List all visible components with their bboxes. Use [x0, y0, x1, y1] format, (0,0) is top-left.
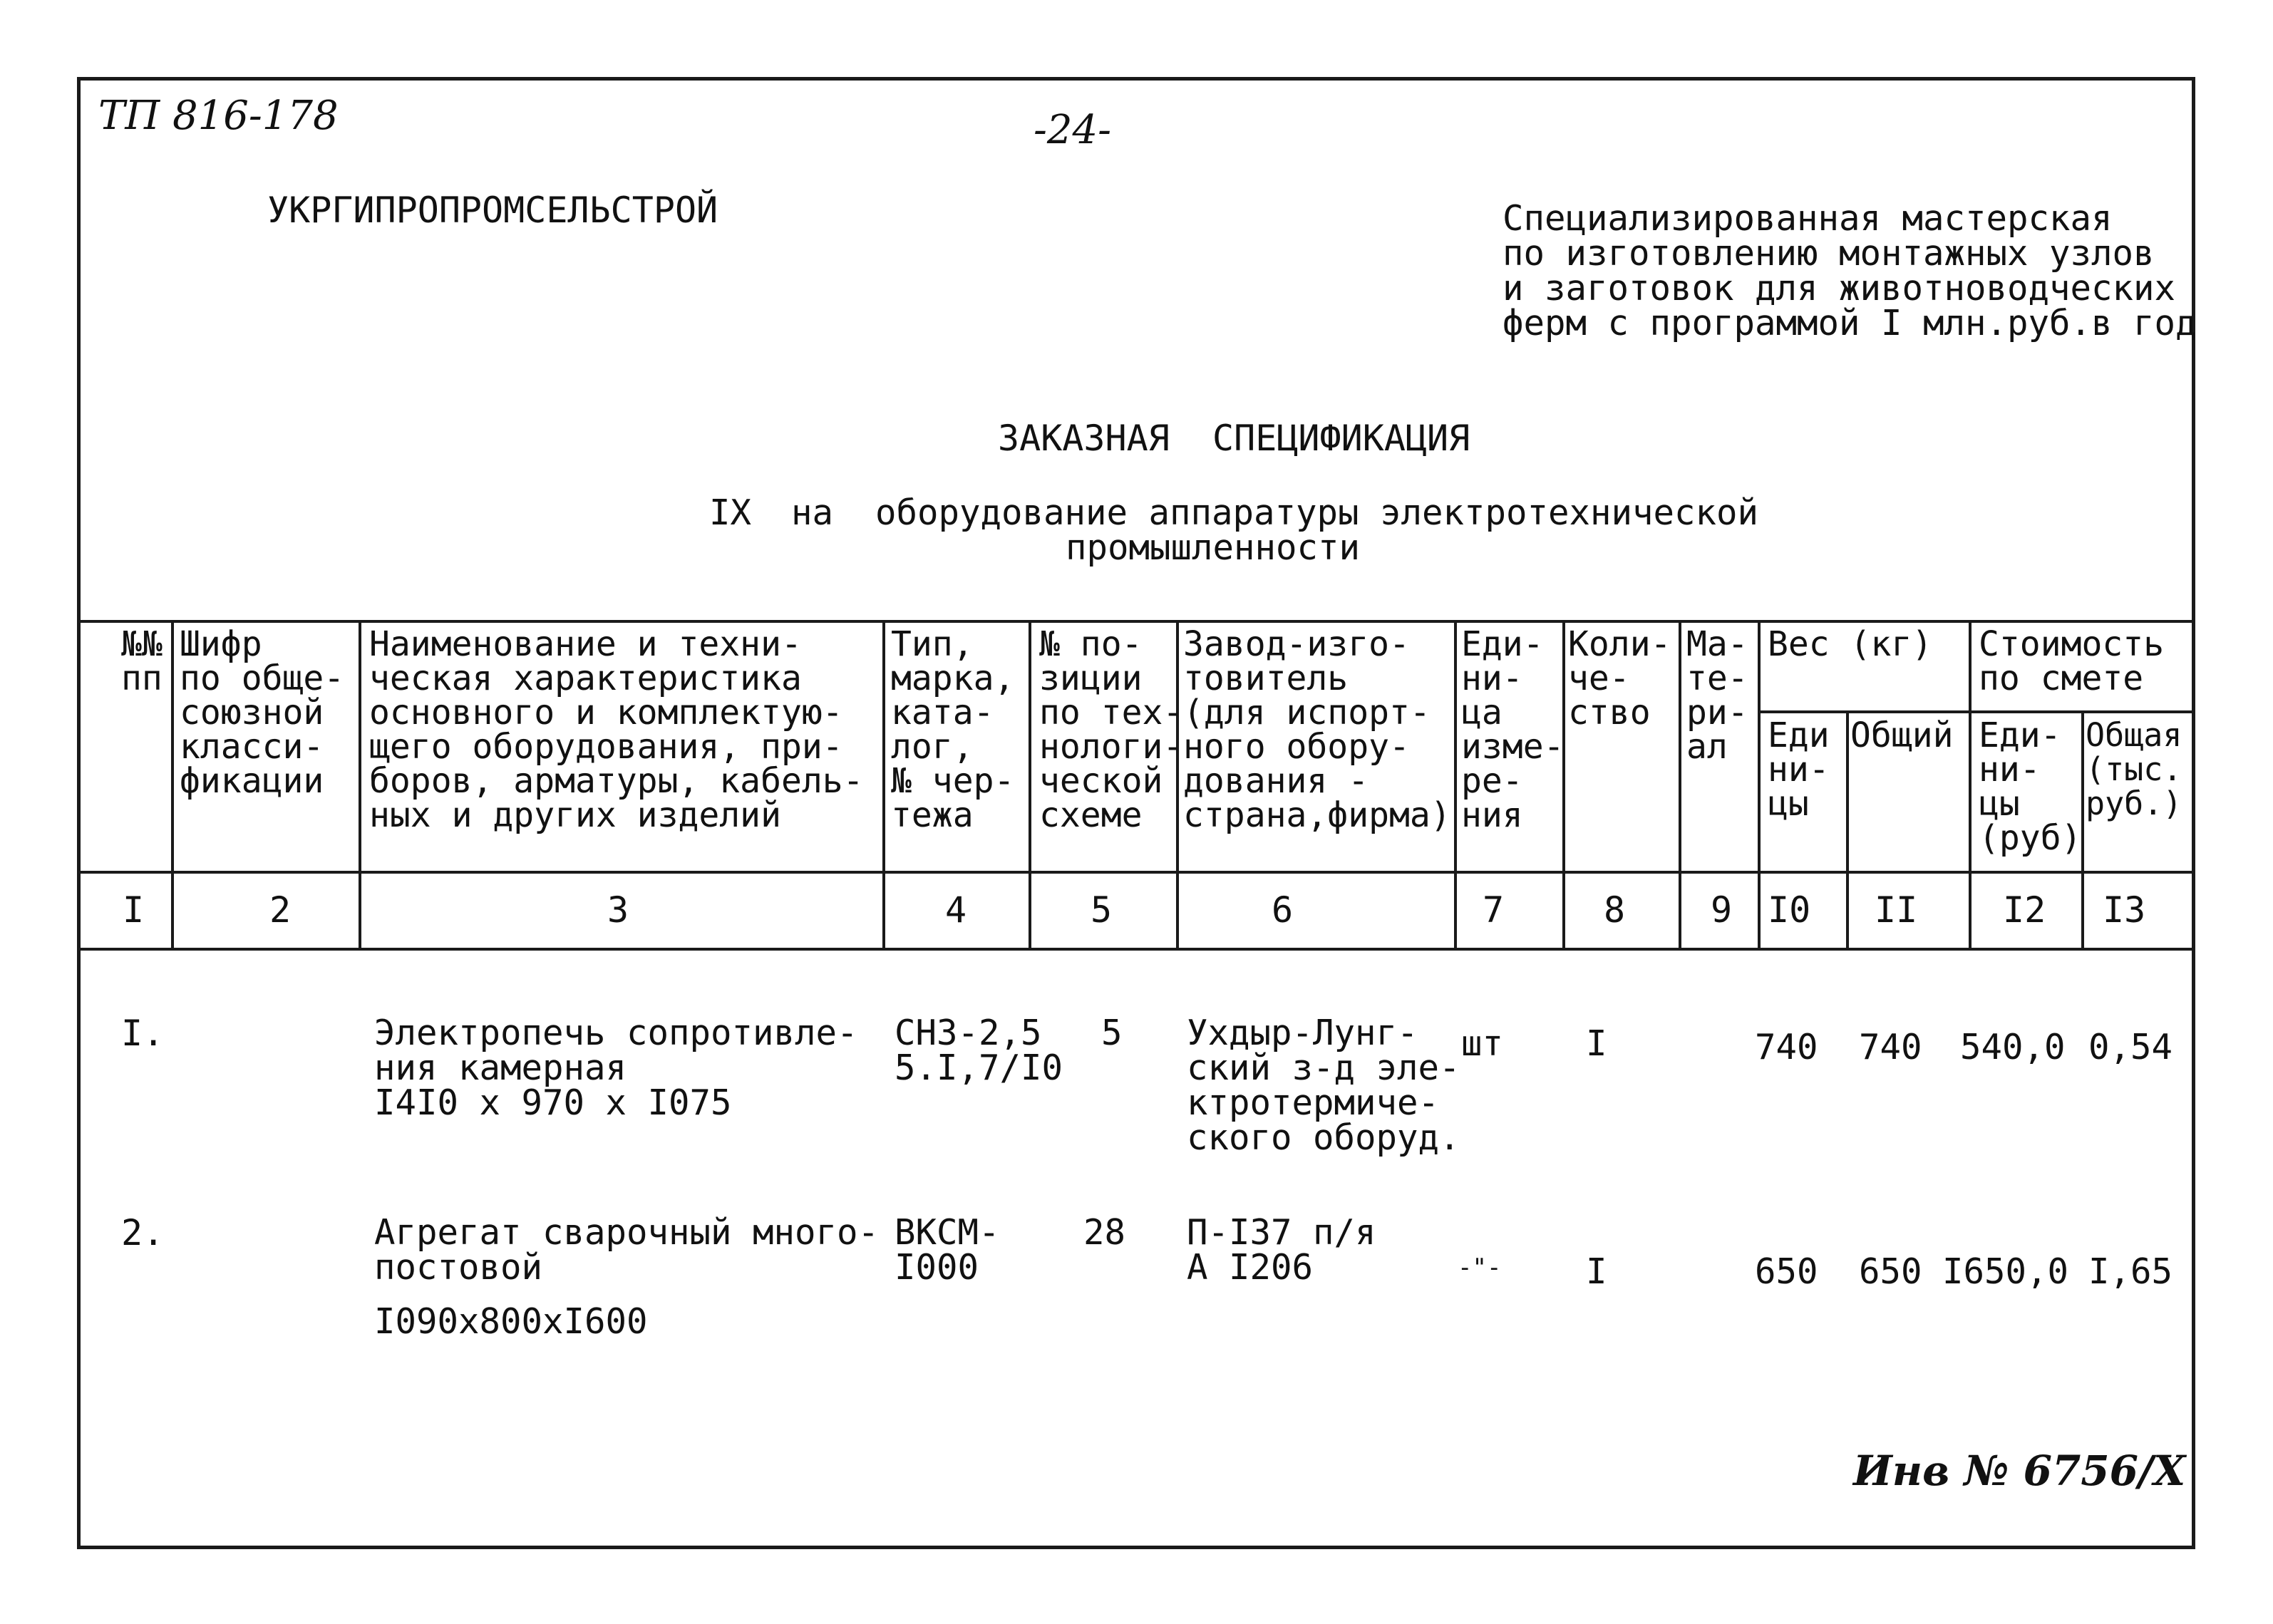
spec-title: ЗАКАЗНАЯ СПЕЦИФИКАЦИЯ — [998, 418, 1470, 459]
col-header-1: №№ пп — [121, 624, 163, 698]
col-divider — [171, 620, 174, 949]
spec-subtitle-line-2: промышленности — [1066, 527, 1361, 568]
col-number-8: 8 — [1604, 889, 1626, 931]
row-position: 5 — [1101, 1013, 1123, 1053]
subheader-line — [1758, 710, 2195, 713]
col-divider — [1454, 620, 1457, 949]
row-cost-unit: I650,0 — [1942, 1251, 2069, 1292]
table-top-line — [77, 620, 2195, 623]
row-cost-total: 0,54 — [2088, 1027, 2173, 1067]
header-bottom-line — [77, 871, 2195, 874]
row-number: I. — [121, 1013, 165, 1054]
row-name: Агрегат сварочный много- постовой — [374, 1212, 880, 1288]
col-number-10: I0 — [1768, 889, 1811, 931]
col-header-weight-group: Вес (кг) — [1768, 624, 1933, 664]
spec-section-number: IX — [709, 492, 752, 533]
col-divider — [882, 620, 885, 949]
row-position: 28 — [1083, 1212, 1126, 1253]
col-number-1: I — [123, 889, 145, 931]
row-type: ВКСМ- I000 — [895, 1212, 1000, 1288]
project-title-line-1: Специализированная мастерская — [1503, 198, 2113, 239]
organization-name: УКРГИПРОПРОМСЕЛЬСТРОЙ — [267, 190, 718, 231]
row-quantity: I — [1586, 1251, 1607, 1292]
col-header-weight-unit: Еди ни- цы — [1768, 715, 1830, 824]
page-number: -24- — [1034, 107, 1112, 153]
col-divider — [359, 620, 361, 949]
col-header-cost-unit: Еди- ни- цы (руб) — [1979, 715, 2082, 858]
row-type: СНЗ-2,5 5.I,7/I0 — [895, 1013, 1063, 1088]
col-number-2: 2 — [269, 889, 292, 931]
row-cost-total: I,65 — [2088, 1251, 2173, 1292]
col-header-7: Еди- ни- ца изме- ре- ния — [1461, 624, 1565, 835]
doc-code: ТП 816-178 — [98, 93, 339, 139]
col-header-2: Шифр по обще- союзной класси- фикации — [180, 624, 345, 801]
col-divider — [1969, 620, 1972, 949]
col-header-9: Ма- те- ри- ал — [1686, 624, 1748, 767]
col-number-11: II — [1875, 889, 1918, 931]
row-cost-unit: 540,0 — [1960, 1027, 2066, 1067]
col-header-3: Наименование и техни- ческая характеристика основного и комплектую- щего оборудования, при- боров, арматуры, кабель- ных и других изделий — [369, 624, 864, 835]
col-number-7: 7 — [1483, 889, 1505, 931]
col-number-3: 3 — [607, 889, 629, 931]
project-title-line-2: по изготовлению монтажных узлов — [1503, 233, 2155, 274]
row-unit: -"- — [1458, 1253, 1502, 1282]
col-header-cost-total: Общая (тыс. руб.) — [2086, 716, 2182, 822]
col-header-6: Завод-изго- товитель (для испорт- ного обору- дования - страна,фирма) — [1183, 624, 1451, 835]
row-dimensions: I090x800xI600 — [374, 1301, 648, 1342]
col-divider — [1758, 620, 1761, 949]
col-divider — [1679, 620, 1681, 949]
col-header-cost-group: Стоимость по смете — [1979, 624, 2165, 698]
col-number-4: 4 — [945, 889, 967, 931]
row-name: Электропечь сопротивле- ния камерная I4I0 x 970 x I075 — [374, 1013, 858, 1123]
spec-subtitle-line-1: на оборудование аппаратуры электротехнической — [791, 492, 1759, 533]
project-title-line-3: и заготовок для животноводческих — [1503, 268, 2176, 309]
row-weight-unit: 650 — [1755, 1251, 1818, 1292]
inventory-number: Инв № 6756/X — [1853, 1447, 2186, 1495]
col-header-5: № по- зиции по тех- нологи- ческой схеме — [1039, 624, 1184, 835]
col-header-weight-total: Общий — [1850, 715, 1954, 755]
col-header-8: Коли- че- ство — [1568, 624, 1671, 733]
col-number-5: 5 — [1091, 889, 1113, 931]
col-number-6: 6 — [1272, 889, 1294, 931]
col-number-13: I3 — [2103, 889, 2146, 931]
col-number-9: 9 — [1711, 889, 1733, 931]
row-unit: шт — [1461, 1023, 1504, 1064]
row-weight-total: 650 — [1859, 1251, 1922, 1292]
col-number-12: I2 — [2003, 889, 2046, 931]
row-quantity: I — [1586, 1023, 1607, 1064]
row-number: 2. — [121, 1212, 165, 1253]
col-divider — [2081, 710, 2084, 949]
row-weight-total: 740 — [1859, 1027, 1922, 1067]
col-header-4: Тип, марка, ката- лог, № чер- тежа — [891, 624, 1015, 835]
row-manufacturer: Ухдыр-Лунг- ский з-д эле- ктротермиче- ского оборуд. — [1187, 1013, 1460, 1158]
col-divider — [1029, 620, 1031, 949]
numbers-bottom-line — [77, 948, 2195, 951]
col-divider — [1846, 710, 1849, 949]
row-weight-unit: 740 — [1755, 1027, 1818, 1067]
row-manufacturer: П-I37 п/я А I206 — [1187, 1212, 1376, 1288]
project-title-line-4: ферм с программой I млн.руб.в год — [1503, 303, 2197, 343]
